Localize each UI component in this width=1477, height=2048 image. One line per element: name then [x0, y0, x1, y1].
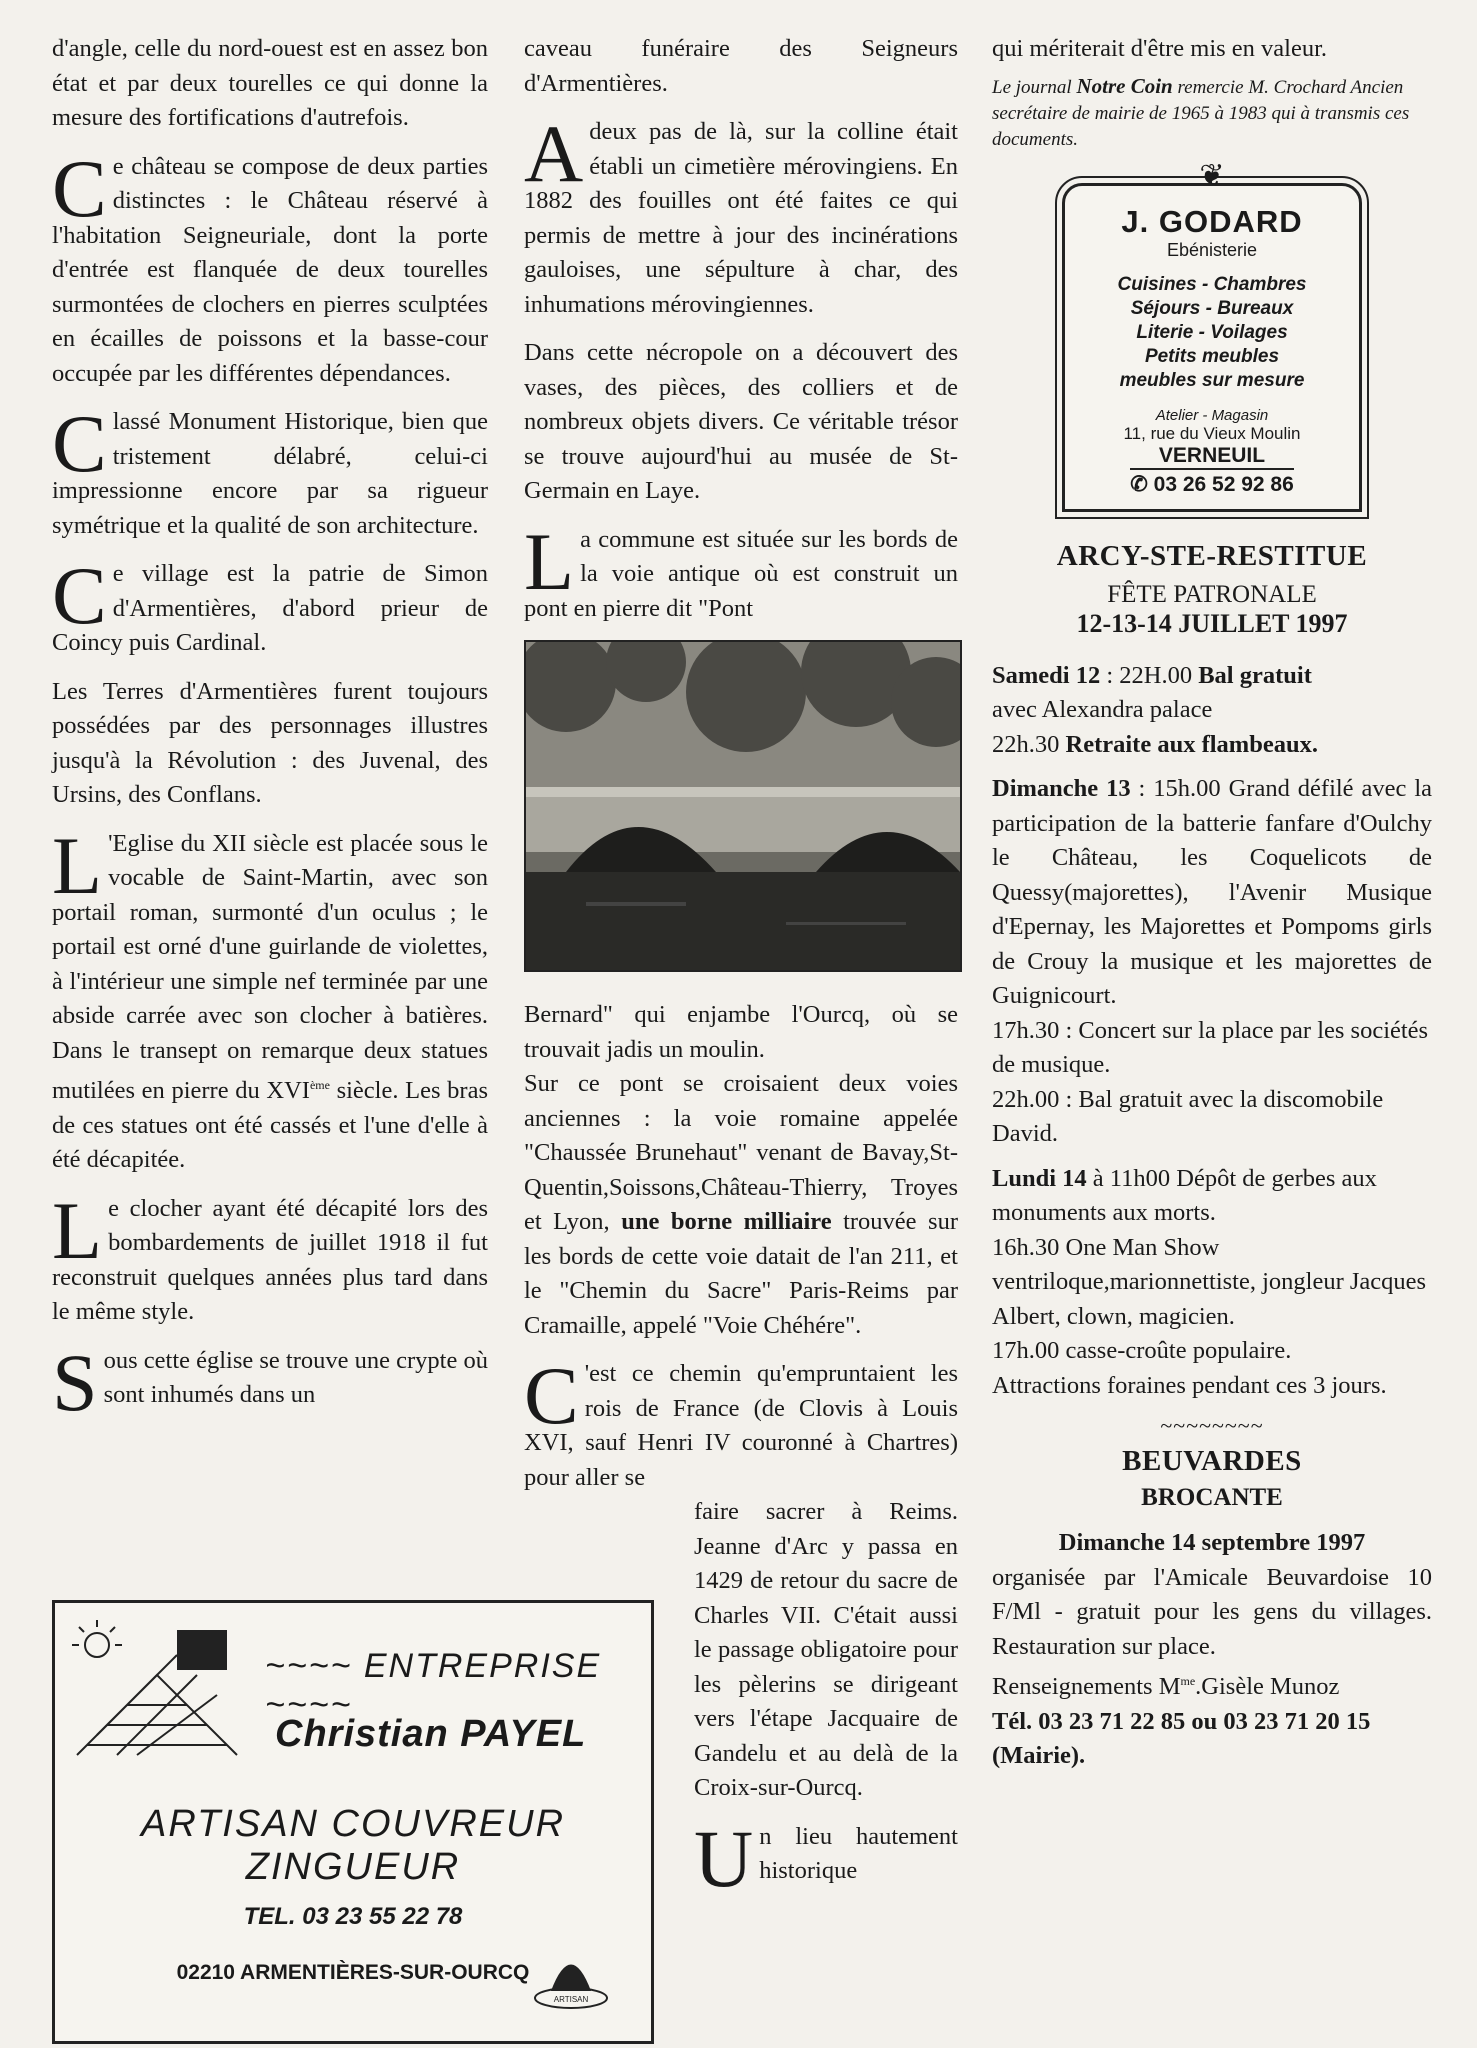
section-title: BEUVARDES	[1122, 1445, 1302, 1477]
drop-cap: C	[52, 550, 107, 641]
paragraph	[52, 819, 488, 1178]
bridge-image	[526, 642, 960, 970]
paragraph-text: trouvée sur les bords de cette voie datait de l'an 211, et le "Chemin du Sacre" Paris-Reims par Cramaille, appelé "Voie Chéhére".	[524, 1208, 958, 1339]
drop-cap: U	[694, 1812, 754, 1904]
paragraph: qui mériterait d'être mis en valeur.	[992, 35, 1328, 62]
payel-advert	[52, 1600, 654, 2044]
paragraph	[524, 1350, 958, 1495]
paragraph-text: 'est ce chemin qu'empruntaient les rois de France (de Clovis à Louis XVI, sauf Henri IV couronné à Chartres) pour aller se	[524, 1360, 958, 1491]
column-3	[992, 32, 1432, 1774]
paragraph	[52, 1184, 488, 1330]
godard-advert	[1062, 158, 1362, 512]
event-text: Renseignements M	[992, 1673, 1181, 1701]
event-line	[992, 659, 1432, 694]
drop-cap: A	[524, 108, 584, 199]
paragraph: d'angle, celle du nord-ouest est en assez bon état et par deux tourelles ce qui donne la mesure des fortifications d'autrefois.	[52, 35, 488, 131]
event-day	[992, 1162, 1432, 1404]
bridge-photo	[524, 640, 962, 972]
roof-worker-icon	[67, 1615, 257, 1765]
event-day	[992, 772, 1432, 1152]
superscript: me	[1180, 1674, 1196, 1688]
event-text: : 15h.00 Grand défilé avec la participation de la batterie fanfare d'Oulchy le Château, les Coquelicots de Quessy(majorettes), l'Avenir Musique d'Epernay, les Majorettes et Pompoms girls de Crouy la musique et les majorettes de Guignicourt.	[992, 775, 1432, 1009]
advert-phone: TEL. 03 23 55 22 78	[243, 1903, 463, 1930]
day-label: Lundi 14	[992, 1164, 1087, 1192]
advert-address: 02210 ARMENTIÈRES-SUR-OURCQ	[176, 1961, 530, 1984]
event-line: 16h.30 One Man Show ventriloque,marionnettiste, jongleur Jacques Albert, clown, magicien.	[992, 1233, 1427, 1330]
paragraph: faire sacrer à Reims. Jeanne d'Arc y passa en 1429 de retour du sacre de Charles VII. C'était aussi le passage obligatoire pour les pèlerins se dirigeant vers l'étape Jacquaire de Gandelu et au delà de la Croix-sur-Ourcq.	[694, 1498, 958, 1801]
thanks-note	[992, 73, 1432, 153]
event-text: à 11h00 Dépôt de gerbes aux monuments aux morts.	[992, 1164, 1377, 1226]
event-line: avec Alexandra palace	[992, 696, 1213, 723]
drop-cap: L	[52, 819, 103, 911]
paragraph	[524, 515, 958, 627]
paragraph-text: Sur ce pont se croisaient deux voies anciennes : la voie romaine appelée "Chaussée Brunehaut" venant de Bavay,St-Quentin,Soissons,Château-Thierry, Troyes et Lyon,	[524, 1070, 958, 1235]
event-line: 17h.30 : Concert sur la place par les sociétés de musique.	[992, 1016, 1429, 1078]
event-day	[992, 659, 1432, 763]
advert-town: VERNEUIL	[1158, 443, 1266, 467]
event-text: .Gisèle Munoz	[1195, 1673, 1340, 1701]
advert-address: 11, rue du Vieux Moulin	[1123, 423, 1301, 443]
event-line	[992, 1162, 1432, 1231]
paragraph-text: ous cette église se trouve une crypte où sont inhumés dans un	[103, 1346, 488, 1409]
artisan-logo-icon	[531, 1943, 611, 2013]
paragraph-text: siècle. Les bras de ces statues ont été cassés et l'une d'elle à été décapitée.	[52, 1077, 488, 1174]
event-line: 22h.00 : Bal gratuit avec la discomobile David.	[992, 1085, 1384, 1147]
drop-cap: S	[52, 1336, 98, 1428]
thanks-text: Le journal	[992, 76, 1077, 98]
drop-cap: C	[524, 1350, 579, 1441]
event-line: Attractions foraines pendant ces 3 jours.	[992, 1371, 1387, 1399]
paragraph	[524, 1067, 958, 1343]
event-text: : 22H.00	[1100, 661, 1199, 689]
event-phone: Tél. 03 23 71 22 85 ou 03 23 71 20 15 (Mairie).	[992, 1707, 1371, 1770]
paragraph: Bernard" qui enjambe l'Ourcq, où se trouvait jadis un moulin.	[524, 1001, 958, 1063]
thanks-text: remercie M. Crochard Ancien secrétaire de mairie de 1965 à 1983 qui à transmis ces documents.	[992, 76, 1410, 150]
advert-line: meubles sur mesure	[1119, 369, 1305, 391]
paragraph-text: e château se compose de deux parties distinctes : le Château réservé à l'habitation Seigneuriale, dont la porte d'entrée est flanquée de deux tourelles surmontées de clochers en pierres sculptées en écailles de poissons et la basse-cour occupée par les différentes dépendances.	[52, 152, 488, 387]
event-bold: Retraite aux flambeaux.	[1065, 730, 1318, 758]
paragraph	[52, 142, 488, 392]
event-list	[992, 659, 1432, 1404]
advert-trade: ARTISAN COUVREUR ZINGUEUR	[140, 1803, 566, 1888]
paragraph-text: 'Eglise du XII siècle est placée sous le vocable de Saint-Martin, avec son portail roman, surmonté d'un oculus ; le portail est orné d'une guirlande de violettes, à l'intérieur une simple nef terminée par une abside carrée avec son clocher à batières. Dans le transept on remarque deux statues mutilées en pierre du XVI	[52, 829, 488, 1105]
paragraph-text: lassé Monument Historique, bien que tristement délabré, celui-ci impressionne encore par sa rigueur symétrique et la qualité de son architecture.	[52, 408, 488, 539]
day-label: Samedi 12	[992, 661, 1101, 689]
paragraph-text: deux pas de là, sur la colline était établi un cimetière mérovingiens. En 1882 des fouilles ont été faites ce qui permis de mettre à jour des incinérations gauloises, une sépulture à char, des inhumations mérovingiennes.	[524, 118, 958, 318]
paragraph	[52, 550, 488, 661]
drop-cap: C	[52, 142, 107, 234]
advert-subtitle: Ebénisterie	[1166, 239, 1258, 260]
paragraph-text: e clocher ayant été décapité lors des bombardements de juillet 1918 il fut reconstruit quelques années plus tard dans le même style.	[52, 1194, 488, 1326]
event-line	[992, 772, 1432, 1014]
paragraph-text: n lieu hautement historique	[759, 1822, 958, 1884]
advert-line: Petits meubles	[1144, 345, 1280, 367]
paragraph	[52, 398, 488, 543]
shell-ornament-icon: ❦	[1199, 158, 1225, 192]
drop-cap: L	[52, 1184, 103, 1276]
drop-cap: C	[52, 398, 107, 489]
advert-name: J. GODARD	[1121, 203, 1303, 239]
separator: ~~~~~~~~	[1160, 1413, 1264, 1438]
bold-text: une borne milliaire	[621, 1208, 832, 1235]
section-dates: 12-13-14 JUILLET 1997	[1076, 608, 1348, 638]
advert-frame	[1062, 158, 1362, 512]
event-line	[992, 728, 1432, 763]
drop-cap: L	[524, 515, 575, 607]
advert-line: Cuisines - Chambres	[1117, 273, 1307, 295]
section-title: ARCY-STE-RESTITUE	[1056, 539, 1368, 572]
event-date: Dimanche 14 septembre 1997	[1058, 1529, 1366, 1556]
paragraph-text: a commune est située sur les bords de la voie antique où est construit un pont en pierre dit "Pont	[524, 525, 958, 622]
brocante-details	[992, 1526, 1432, 1774]
advert-small: Atelier - Magasin	[1155, 406, 1269, 424]
column-1	[52, 32, 488, 1427]
event-line	[992, 1664, 1432, 1705]
section-subtitle: BROCANTE	[1141, 1484, 1283, 1511]
event-text: 22h.30	[992, 730, 1066, 758]
section-subtitle: FÊTE PATRONALE	[1107, 580, 1317, 608]
advert-line: Literie - Voilages	[1136, 321, 1288, 343]
advert-heading: ~~~~ ENTREPRISE ~~~~	[265, 1647, 602, 1724]
logo-text: ARTISAN	[553, 1995, 589, 2004]
paragraph: Les Terres d'Armentières furent toujours possédées par des personnages illustres jusqu'à la Révolution : des Juvenal, des Ursins, des Conflans.	[52, 677, 488, 808]
journal-name: Notre Coin	[1076, 73, 1173, 98]
event-bold: Bal gratuit	[1198, 661, 1312, 689]
paragraph-text: e village est la patrie de Simon d'Armentières, d'abord prieur de Coincy puis Cardinal.	[52, 560, 488, 656]
paragraph	[52, 1336, 488, 1428]
paragraph	[524, 108, 958, 322]
superscript: ème	[309, 1078, 330, 1092]
event-line: organisée par l'Amicale Beuvardoise 10 F/Ml - gratuit pour les gens du villages. Restauration sur place.	[992, 1563, 1432, 1660]
advert-line: Séjours - Bureaux	[1130, 297, 1294, 319]
day-label: Dimanche 13	[992, 775, 1131, 802]
paragraph: caveau funéraire des Seigneurs d'Armentières.	[524, 35, 958, 97]
event-line: 17h.00 casse-croûte populaire.	[992, 1337, 1292, 1364]
advert-name: Christian PAYEL	[275, 1713, 587, 1755]
paragraph: Dans cette nécropole on a découvert des vases, des pièces, des colliers et de nombreux objets divers. Ce véritable trésor se trouve aujourd'hui au musée de St-Germain en Laye.	[524, 339, 958, 504]
advert-phone: ✆ 03 26 52 92 86	[1130, 468, 1294, 497]
